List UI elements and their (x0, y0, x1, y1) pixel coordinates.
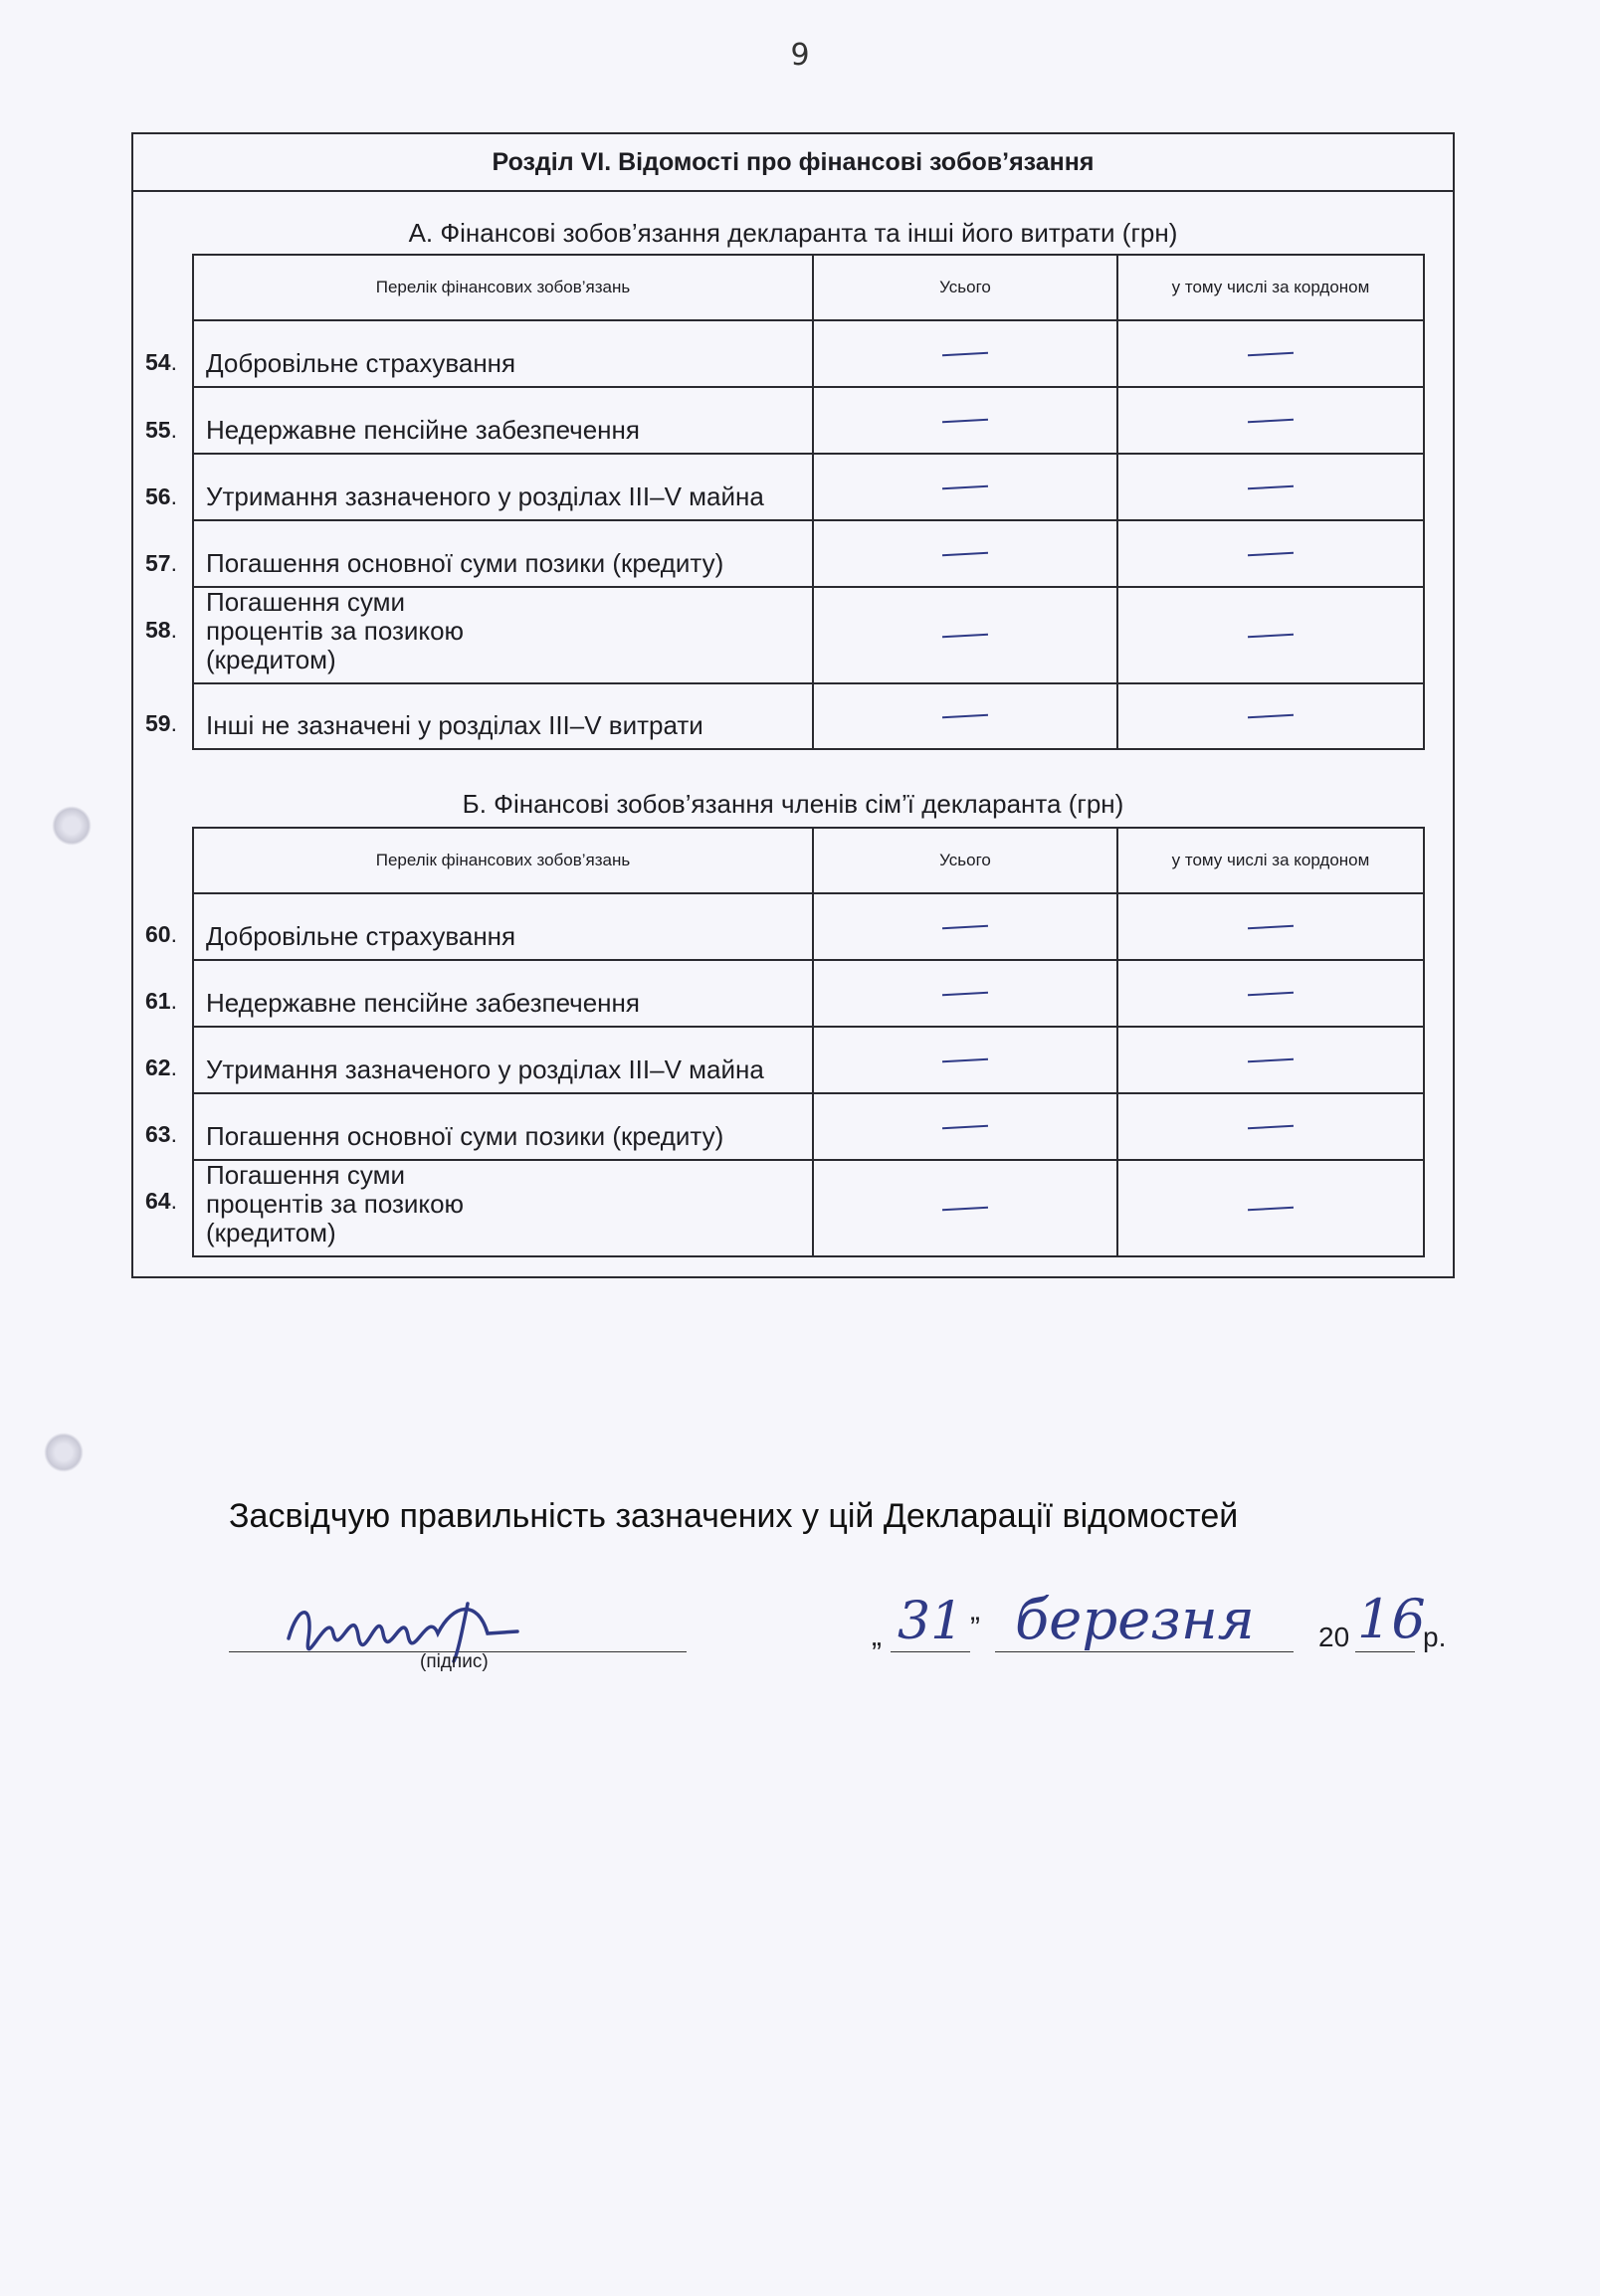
row-number-value: 54 (145, 349, 171, 375)
handwritten-dash (942, 1124, 988, 1128)
row-abroad-cell (1117, 683, 1424, 749)
row-abroad-cell (1117, 1027, 1424, 1093)
row-number-value: 59 (145, 710, 171, 736)
date-day: 31 (898, 1592, 964, 1651)
row-number-value: 64 (145, 1188, 171, 1214)
handwritten-dash (1248, 1206, 1294, 1210)
handwritten-dash (942, 351, 988, 355)
row-total-cell (813, 893, 1117, 960)
page-number: 9 (790, 38, 810, 73)
header-abroad: у тому числі за кордоном (1117, 828, 1424, 893)
section-title: Розділ VI. Відомості про фінансові зобов’язання (133, 134, 1453, 192)
part-b-header-row (193, 828, 1424, 893)
row-number-value: 58 (145, 617, 171, 643)
row-label: Інші не зазначені у розділах III–V витрати (193, 683, 813, 749)
part-a-header-row (193, 255, 1424, 320)
row-total-cell (813, 454, 1117, 520)
row-total-cell (813, 520, 1117, 587)
handwritten-dash (1248, 633, 1294, 637)
row-abroad-cell (1117, 893, 1424, 960)
part-a-title-text: . Фінансові зобов’язання декларанта та інші його витрати (грн) (425, 218, 1178, 248)
handwritten-dash (942, 484, 988, 488)
row-total-cell (813, 1093, 1117, 1160)
row-label: Недержавне пенсійне забезпечення (193, 960, 813, 1027)
handwritten-dash (1248, 714, 1294, 718)
row-abroad-cell (1117, 1160, 1424, 1256)
header-list: Перелік фінансових зобов’язань (193, 255, 813, 320)
handwritten-dash (1248, 484, 1294, 488)
row-number: 55. (145, 417, 177, 443)
table-row (193, 320, 1424, 387)
handwritten-dash (942, 714, 988, 718)
row-total-cell (813, 1160, 1117, 1256)
row-number: 56. (145, 483, 177, 509)
table-row (193, 960, 1424, 1027)
part-b-letter: Б (462, 789, 480, 819)
row-abroad-cell (1117, 587, 1424, 683)
hole-punch-icon (52, 806, 92, 846)
row-label: Погашення основної суми позики (кредиту) (193, 520, 813, 587)
row-total-cell (813, 387, 1117, 454)
table-row (193, 1160, 1424, 1256)
row-number-value: 56 (145, 483, 171, 509)
row-abroad-cell (1117, 387, 1424, 454)
handwritten-dash (1248, 351, 1294, 355)
hole-punch-icon (44, 1433, 84, 1472)
header-abroad: у тому числі за кордоном (1117, 255, 1424, 320)
row-total-cell (813, 1027, 1117, 1093)
date-month: березня (1015, 1588, 1255, 1652)
handwritten-dash (942, 1206, 988, 1210)
part-a-letter: А (408, 218, 426, 248)
table-row (193, 1093, 1424, 1160)
row-number-value: 60 (145, 921, 171, 947)
row-number-value: 57 (145, 550, 171, 576)
part-a-title (133, 218, 1453, 249)
row-total-cell (813, 320, 1117, 387)
handwritten-dash (1248, 924, 1294, 928)
row-number: 61. (145, 988, 177, 1014)
row-number: 59. (145, 710, 177, 736)
row-label: Погашення суми процентів за позикою (кредитом) (193, 587, 813, 683)
header-total: Усього (813, 828, 1117, 893)
row-label: Утримання зазначеного у розділах III–V майна (193, 454, 813, 520)
section-frame (131, 132, 1455, 1278)
handwritten-dash (1248, 1057, 1294, 1061)
header-total: Усього (813, 255, 1117, 320)
handwritten-dash (942, 633, 988, 637)
row-abroad-cell (1117, 960, 1424, 1027)
row-number: 58. (145, 617, 177, 643)
row-number: 64. (145, 1188, 177, 1214)
part-b-table (192, 827, 1425, 1257)
handwritten-dash (1248, 1124, 1294, 1128)
table-row (193, 683, 1424, 749)
row-number: 57. (145, 550, 177, 576)
row-number: 63. (145, 1121, 177, 1147)
row-label: Недержавне пенсійне забезпечення (193, 387, 813, 454)
handwritten-dash (942, 924, 988, 928)
row-label: Погашення основної суми позики (кредиту) (193, 1093, 813, 1160)
row-abroad-cell (1117, 1093, 1424, 1160)
quote-open: „ (872, 1620, 882, 1652)
table-row (193, 387, 1424, 454)
row-number: 60. (145, 921, 177, 947)
header-list: Перелік фінансових зобов’язань (193, 828, 813, 893)
part-b-title-text: . Фінансові зобов’язання членів сім’ї декларанта (грн) (479, 789, 1124, 819)
handwritten-dash (1248, 991, 1294, 995)
part-b-title (133, 789, 1453, 820)
row-label: Добровільне страхування (193, 320, 813, 387)
handwritten-dash (942, 551, 988, 555)
handwritten-dash (1248, 418, 1294, 422)
year-line (1355, 1651, 1415, 1652)
row-abroad-cell (1117, 520, 1424, 587)
row-number-value: 55 (145, 417, 171, 443)
table-row (193, 520, 1424, 587)
handwritten-dash (1248, 551, 1294, 555)
row-number: 54. (145, 349, 177, 375)
row-number: 62. (145, 1054, 177, 1080)
quote-close: ” (970, 1612, 980, 1644)
year-unit: р. (1423, 1622, 1447, 1652)
row-number-value: 62 (145, 1054, 171, 1080)
day-line (891, 1651, 970, 1652)
certification-text: Засвідчую правильність зазначених у цій Декларації відомостей (229, 1497, 1239, 1535)
table-row (193, 454, 1424, 520)
row-number-value: 63 (145, 1121, 171, 1147)
table-row (193, 893, 1424, 960)
handwritten-dash (942, 418, 988, 422)
handwritten-dash (942, 991, 988, 995)
row-total-cell (813, 683, 1117, 749)
year-prefix: 20 (1318, 1622, 1350, 1652)
row-total-cell (813, 960, 1117, 1027)
signature-label: (підпис) (420, 1651, 489, 1672)
row-label: Погашення суми процентів за позикою (кредитом) (193, 1160, 813, 1256)
date-year: 16 (1357, 1588, 1426, 1650)
table-row (193, 1027, 1424, 1093)
row-abroad-cell (1117, 454, 1424, 520)
row-abroad-cell (1117, 320, 1424, 387)
part-a-table (192, 254, 1425, 750)
row-total-cell (813, 587, 1117, 683)
handwritten-dash (942, 1057, 988, 1061)
table-row (193, 587, 1424, 683)
row-label: Добровільне страхування (193, 893, 813, 960)
row-number-value: 61 (145, 988, 171, 1014)
row-label: Утримання зазначеного у розділах III–V майна (193, 1027, 813, 1093)
